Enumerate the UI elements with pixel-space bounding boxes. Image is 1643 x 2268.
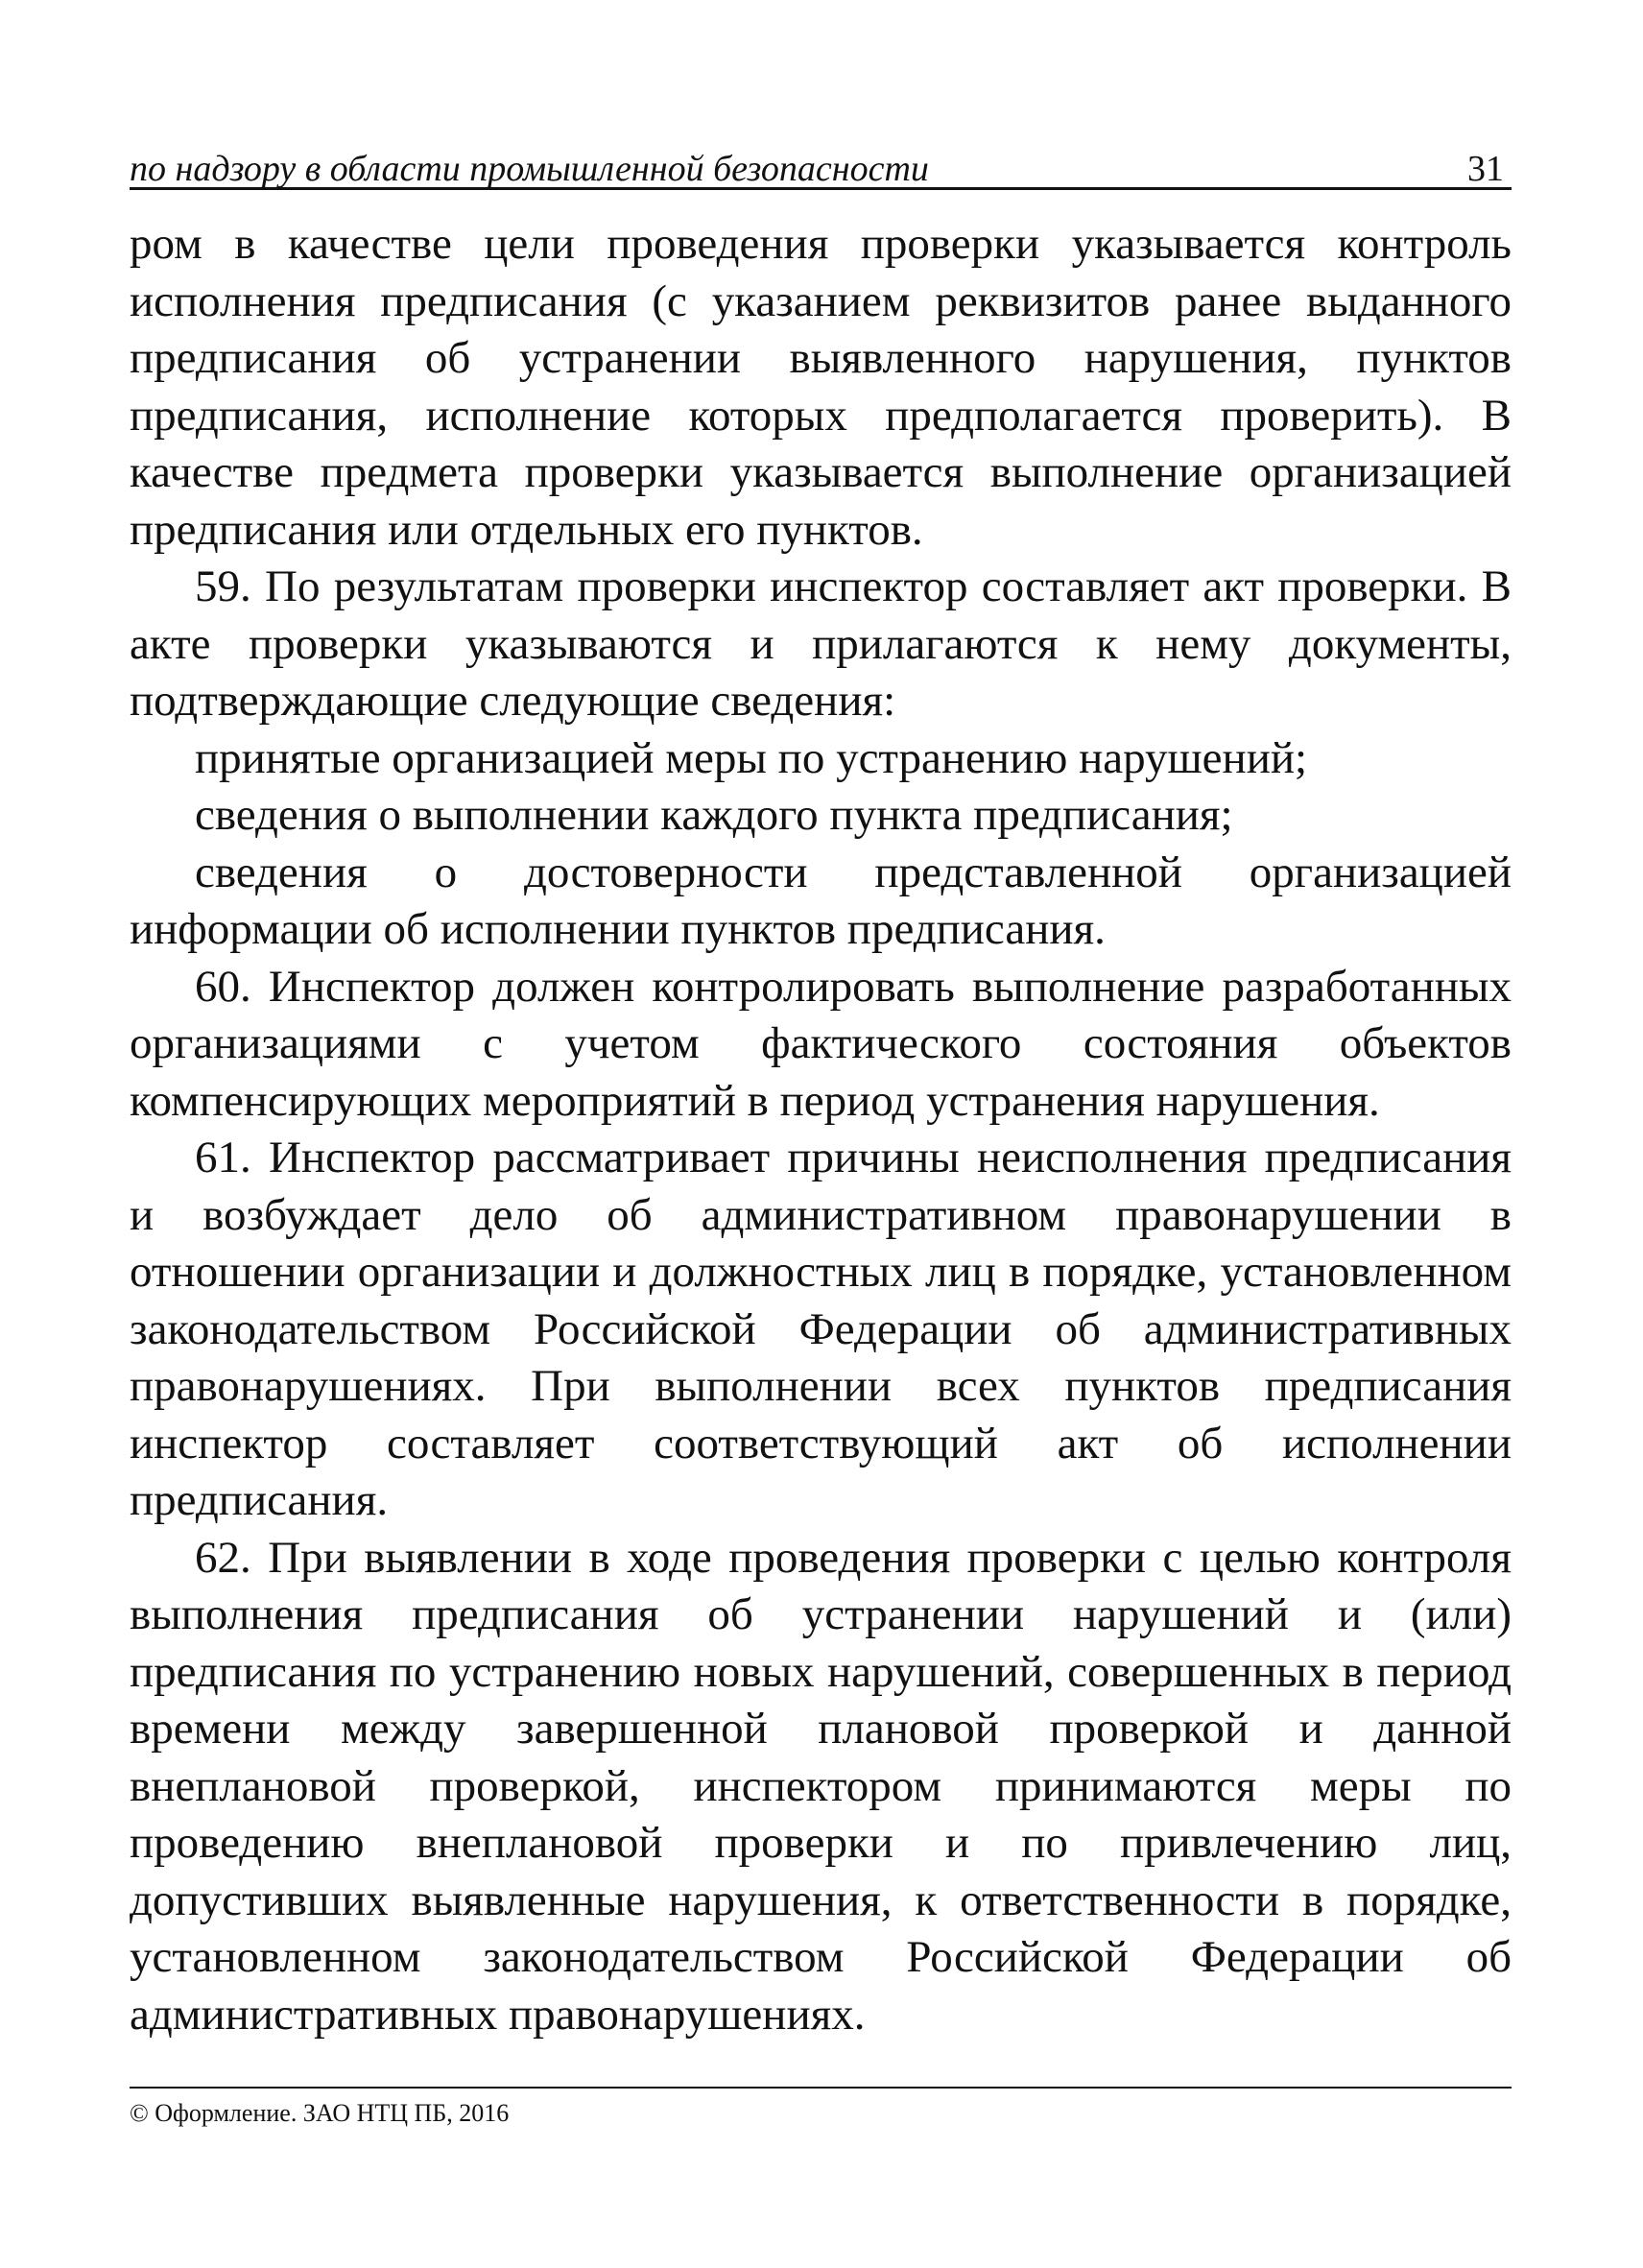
body-text bbox=[130, 216, 1512, 2043]
paragraph-61: 61. Инспектор рассматривает причины неисполнения предписания и возбуждает дело об административном правонарушении в отношении организации и должностных лиц в порядке, установленном законодательством Российской Федерации об административных правонарушениях. При выполнении всех пунктов предписания инспектор составляет соответствующий акт об исполнении предписания. bbox=[130, 1133, 1512, 1525]
list-item-measures: принятые организацией меры по устранению нарушений; bbox=[195, 732, 1308, 783]
footer bbox=[130, 2087, 1512, 2133]
paragraph-continuation: ром в качестве цели проведения проверки указывается контроль исполнения предписания (с указанием реквизитов ранее выданного предписания об устранении выявленного нарушения, пунктов предписания, исполнение которых предполагается проверить). В качестве предмета проверки указывается выполнение организацией предписания или отдельных его пунктов. bbox=[130, 219, 1512, 555]
list-item-fulfillment: сведения о выполнении каждого пункта предписания; bbox=[195, 790, 1233, 840]
running-header bbox=[130, 139, 1512, 190]
list-item-reliability: сведения о достоверности представленной организацией информации об исполнении пунктов предписания. bbox=[130, 847, 1512, 954]
paragraph-59: 59. По результатам проверки инспектор составляет акт проверки. В акте проверки указываются и прилагаются к нему документы, подтверждающие следующие сведения: bbox=[130, 561, 1512, 726]
paragraph-62: 62. При выявлении в ходе проведения проверки с целью контроля выполнения предписания об устранении нарушений и (или) предписания по устранению новых нарушений, совершенных в период времени между завершенной плановой проверкой и данной внеплановой проверкой, инспектором принимаются меры по проведению внеплановой проверки и по привлечению лиц, допустивших выявленные нарушения, к ответственности в порядке, установленном законодательством Российской Федерации об административных правонарушениях. bbox=[130, 1532, 1512, 2040]
paragraph-60: 60. Инспектор должен контролировать выполнение разработанных организациями с учетом фактического состояния объектов компенсирующих мероприятий в период устранения нарушения. bbox=[130, 961, 1512, 1126]
page-number: 31 bbox=[1467, 149, 1504, 189]
copyright-notice: © Оформление. ЗАО НТЦ ПБ, 2016 bbox=[130, 2099, 510, 2127]
running-header-title: по надзору в области промышленной безопасности bbox=[130, 149, 929, 189]
